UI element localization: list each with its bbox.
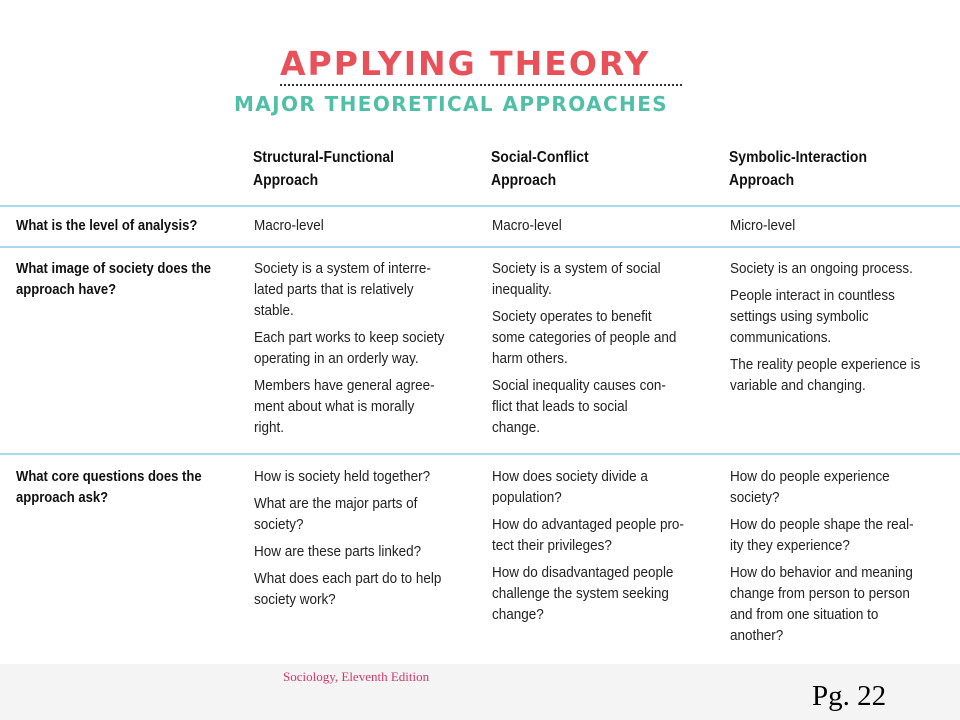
row-question-line: approach have? <box>16 282 117 298</box>
cell-line: society work? <box>254 592 336 608</box>
row-question <box>16 259 223 301</box>
cell-line: inequality. <box>492 282 552 298</box>
table-divider <box>0 246 960 248</box>
cell-paragraph <box>254 494 460 536</box>
cell-line: How do advantaged people pro- <box>492 517 684 533</box>
cell-line: How is society held together? <box>254 469 431 485</box>
cell-paragraph <box>730 355 936 397</box>
cell-line: Society is a system of social <box>492 261 661 277</box>
cell-paragraph <box>730 467 936 509</box>
column-header-line: Structural-Functional <box>253 149 395 166</box>
cell-line: society? <box>730 490 780 506</box>
cell-paragraph <box>254 259 460 322</box>
cell-line: lated parts that is relatively <box>254 282 414 298</box>
row-question-line: What is the level of analysis? <box>16 218 198 234</box>
cell-line: population? <box>492 490 562 506</box>
page-number: Pg. 22 <box>812 680 887 712</box>
table-cell <box>730 259 936 403</box>
cell-line: challenge the system seeking <box>492 586 669 602</box>
cell-line: Members have general agree- <box>254 378 435 394</box>
cell-line: Society is an ongoing process. <box>730 261 913 277</box>
cell-paragraph <box>254 542 460 563</box>
row-question-line: What image of society does the <box>16 261 212 277</box>
column-header-social-conflict <box>491 146 689 192</box>
column-header-symbolic-interaction <box>729 146 927 192</box>
cell-line: flict that leads to social <box>492 399 628 415</box>
cell-line: ment about what is morally <box>254 399 415 415</box>
cell-line: operating in an orderly way. <box>254 351 419 367</box>
row-question-line: What core questions does the <box>16 469 202 485</box>
cell-line: How does society divide a <box>492 469 648 485</box>
cell-paragraph <box>492 216 698 237</box>
cell-paragraph <box>730 259 936 280</box>
cell-line: Macro-level <box>492 218 562 234</box>
cell-line: How do people experience <box>730 469 890 485</box>
cell-line: Micro-level <box>730 218 796 234</box>
cell-paragraph <box>492 307 698 370</box>
cell-line: some categories of people and <box>492 330 677 346</box>
cell-paragraph <box>254 216 460 237</box>
cell-line: another? <box>730 628 784 644</box>
cell-line: What are the major parts of <box>254 496 418 512</box>
column-header-line: Symbolic-Interaction <box>729 149 867 166</box>
cell-line: stable. <box>254 303 294 319</box>
table-divider <box>0 205 960 207</box>
row-question-line: approach ask? <box>16 490 109 506</box>
cell-paragraph <box>730 216 936 237</box>
cell-paragraph <box>492 515 698 557</box>
cell-paragraph <box>254 328 460 370</box>
table-cell <box>730 467 936 653</box>
table-divider <box>0 453 960 455</box>
column-header-line: Approach <box>253 172 319 189</box>
cell-paragraph <box>254 376 460 439</box>
cell-line: ity they experience? <box>730 538 850 554</box>
cell-line: Social inequality causes con- <box>492 378 666 394</box>
cell-line: How do disadvantaged people <box>492 565 674 581</box>
cell-paragraph <box>730 515 936 557</box>
column-header-line: Approach <box>729 172 795 189</box>
table-cell <box>254 467 460 617</box>
cell-line: change. <box>492 420 540 436</box>
cell-line: right. <box>254 420 284 436</box>
table-cell <box>254 259 460 445</box>
cell-paragraph <box>730 563 936 647</box>
cell-line: harm others. <box>492 351 568 367</box>
page-subtitle: MAJOR THEORETICAL APPROACHES <box>234 92 669 116</box>
cell-line: and from one situation to <box>730 607 879 623</box>
cell-paragraph <box>492 259 698 301</box>
column-header-line: Approach <box>491 172 557 189</box>
cell-line: How do behavior and meaning <box>730 565 913 581</box>
cell-line: Society operates to benefit <box>492 309 652 325</box>
cell-line: What does each part do to help <box>254 571 442 587</box>
cell-line: society? <box>254 517 304 533</box>
table-cell <box>492 216 698 243</box>
cell-paragraph <box>492 376 698 439</box>
cell-paragraph <box>730 286 936 349</box>
column-header-structural-functional <box>253 146 451 192</box>
table-cell <box>492 467 698 632</box>
cell-line: Society is a system of interre- <box>254 261 431 277</box>
table-cell <box>254 216 460 243</box>
table-cell <box>492 259 698 445</box>
cell-line: Macro-level <box>254 218 324 234</box>
row-question <box>16 467 223 509</box>
cell-paragraph <box>492 467 698 509</box>
cell-line: variable and changing. <box>730 378 866 394</box>
table-cell <box>730 216 936 243</box>
row-question <box>16 216 223 237</box>
page-title: APPLYING THEORY <box>280 44 651 83</box>
cell-line: How are these parts linked? <box>254 544 422 560</box>
source-citation: Sociology, Eleventh Edition <box>283 669 430 684</box>
cell-paragraph <box>254 569 460 611</box>
cell-line: tect their privileges? <box>492 538 612 554</box>
cell-line: communications. <box>730 330 832 346</box>
column-header-line: Social-Conflict <box>491 149 589 166</box>
cell-line: The reality people experience is <box>730 357 921 373</box>
cell-line: People interact in countless <box>730 288 895 304</box>
cell-paragraph <box>492 563 698 626</box>
cell-line: settings using symbolic <box>730 309 869 325</box>
cell-paragraph <box>254 467 460 488</box>
cell-line: change? <box>492 607 544 623</box>
cell-line: How do people shape the real- <box>730 517 914 533</box>
title-dotted-rule <box>280 84 682 86</box>
cell-line: change from person to person <box>730 586 910 602</box>
cell-line: Each part works to keep society <box>254 330 445 346</box>
